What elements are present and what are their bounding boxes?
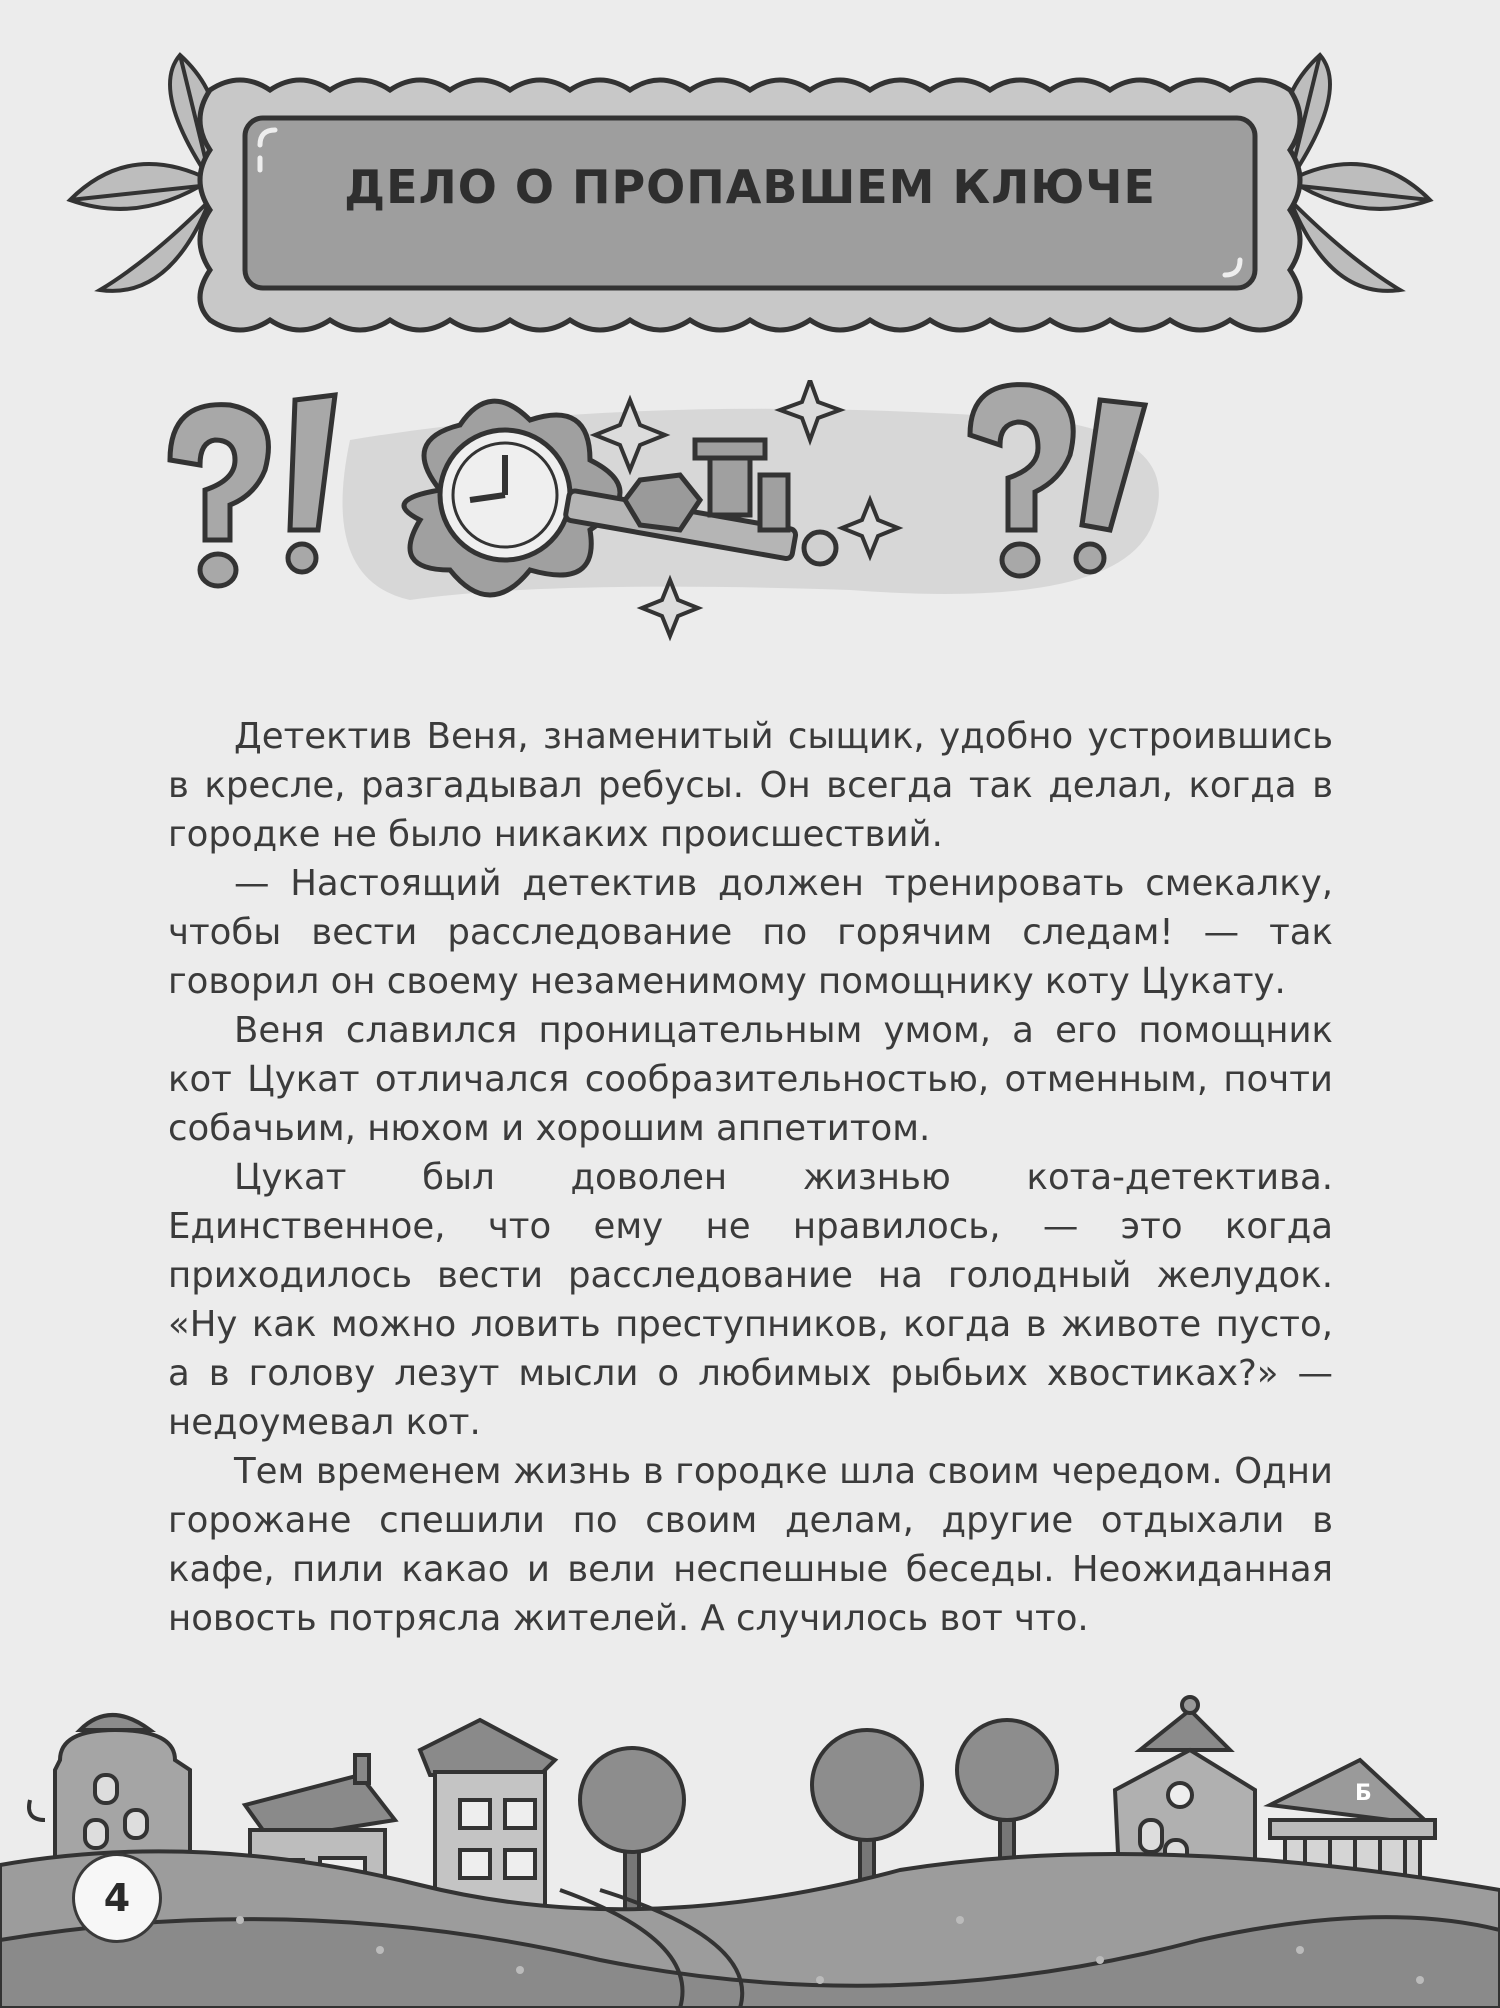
exclamation-mark-icon <box>288 395 335 572</box>
tree-icon <box>580 1748 684 1910</box>
leaf-decoration-left-icon <box>70 55 218 291</box>
key-illustration <box>150 380 1350 660</box>
story-paragraph-4: Цукат был доволен жизнью кота-детектива. Единственное, что ему не нравилось, — это когда приходилось вести расследование на голодный желудок. «Ну как можно ловить преступников, когда в животе пусто, а в голову лезут мысли о любимых рыбьих хвостиках?» — недоумевал кот. <box>168 1157 1333 1443</box>
story-paragraph-1: Детектив Веня, знаменитый сыщик, удобно устроившись в кресле, разгадывал ребусы. Он всегда так делал, когда в городке не было никаких происшествий. <box>168 716 1333 855</box>
house-icon <box>55 1715 190 1865</box>
house-icon <box>420 1720 555 1912</box>
story-text <box>168 712 1333 1643</box>
story-paragraph-3: Веня славился проницательным умом, а его помощник кот Цукат отличался сообразительностью, отменным, почти собачьим, нюхом и хорошим аппетитом. <box>168 1010 1333 1149</box>
story-paragraph-2: — Настоящий детектив должен тренировать смекалку, чтобы вести расследование по горячим следам! — так говорил он своему незаменимому помощнику коту Цукату. <box>168 863 1333 1002</box>
page-number: 4 <box>72 1853 162 1943</box>
page-title: ДЕЛО О ПРОПАВШЕМ КЛЮЧЕ <box>344 160 1156 214</box>
town-illustration <box>0 1690 1500 2008</box>
bank-letter: Б <box>1355 1781 1372 1806</box>
leaf-decoration-right-icon <box>1282 55 1430 291</box>
question-mark-icon <box>170 405 268 586</box>
story-paragraph-5: Тем временем жизнь в городке шла своим чередом. Одни горожане спешили по своим делам, другие отдыхали в кафе, пили какао и вели неспешные беседы. Неожиданная новость потрясла жителей. А случилось вот что. <box>168 1451 1333 1639</box>
